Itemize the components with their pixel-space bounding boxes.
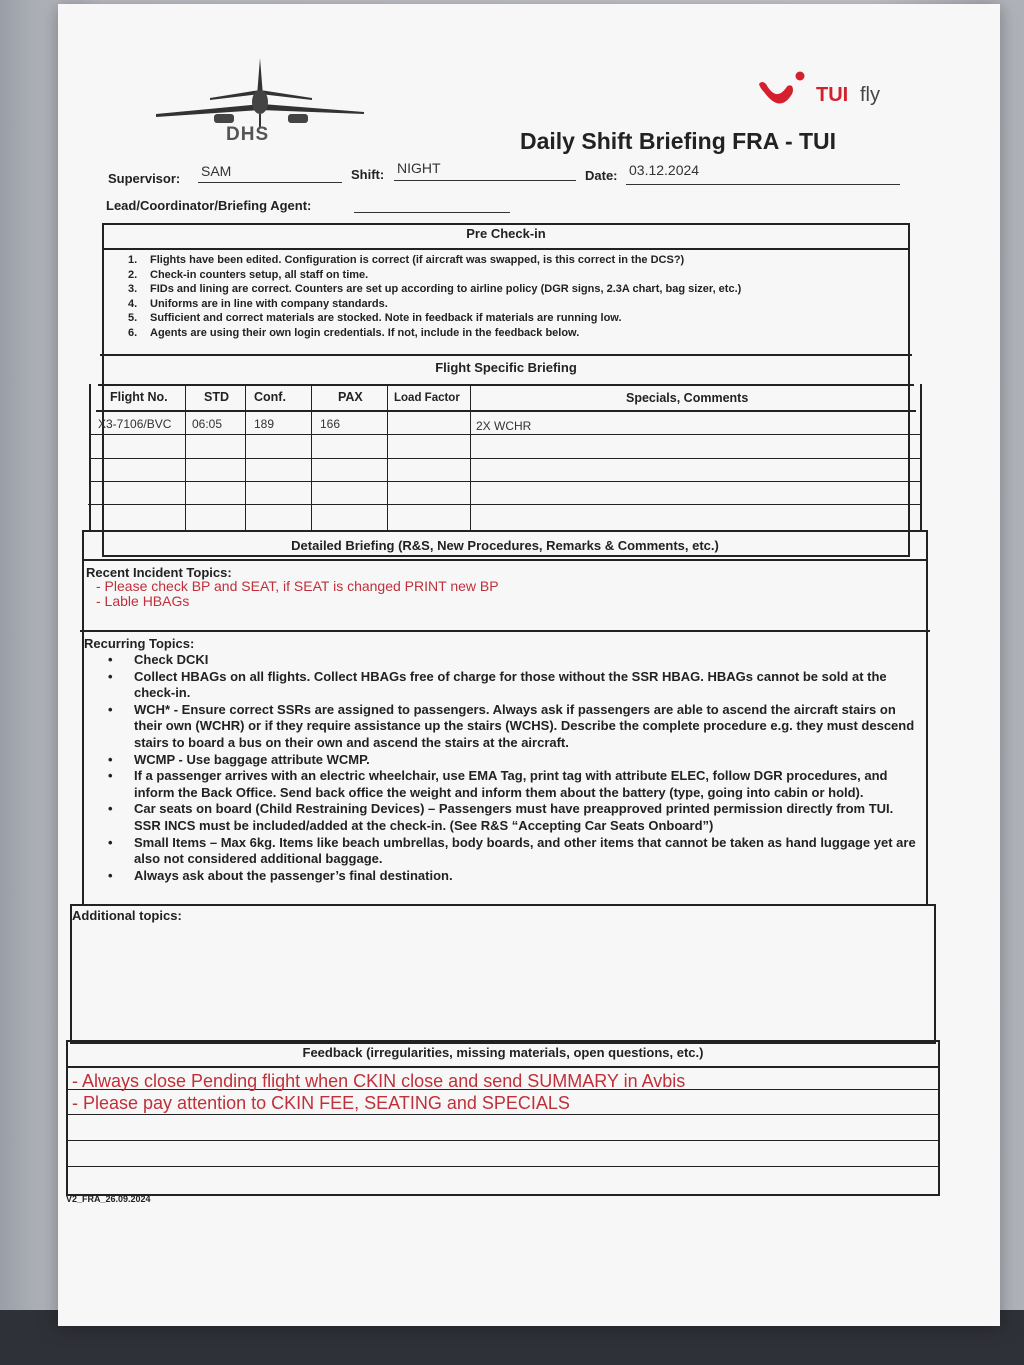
table-row-line	[90, 434, 920, 435]
flight-header-bottom	[96, 410, 916, 412]
list-item: • WCH* - Ensure correct SSRs are assigned to passengers. Always ask if passengers are able to ascend the aircraft stairs on their own (WCHR) or if they require assistance up the stairs (WCHS). Describe the complete procedure e.g. they must descend stairs to board a bus on their own and ascend the stairs at the aircraft.	[108, 701, 915, 750]
flight-section-divider	[100, 354, 912, 356]
recent-recurring-divider	[80, 630, 930, 632]
table-row-line	[89, 481, 921, 482]
list-item: • Check DCKI	[108, 652, 209, 667]
pre-checkin-item: 3. FIDs and lining are correct. Counters are set up according to airline policy (DGR signs, 2.3A chart, bag sizer, etc.)	[128, 283, 742, 296]
briefing-sheet	[58, 4, 1000, 1326]
recurring-topics-label: Recurring Topics:	[84, 636, 195, 651]
table-cell-std: 06:05	[192, 417, 223, 431]
dhs-logo	[150, 56, 370, 148]
table-cell-conf: 189	[254, 417, 275, 431]
recurring-topics-list	[108, 652, 918, 884]
list-item: • Collect HBAGs on all flights. Collect HBAGs free of charge for those without the SSR HBAG. HBAGs cannot be sold at the check-in.	[108, 668, 887, 701]
list-item: • Always ask about the passenger’s final destination.	[108, 867, 453, 883]
pre-checkin-item: 1. Flights have been edited. Configuration is correct (if aircraft was swapped, is this correct in the DCS?)	[128, 254, 685, 266]
feedback-row-line	[66, 1140, 940, 1141]
tui-brand-suffix: fly	[860, 84, 880, 106]
shift-value: NIGHT	[397, 160, 441, 176]
recent-incidents-label: Recent Incident Topics:	[86, 565, 232, 580]
recent-incident-item: - Please check BP and SEAT, if SEAT is changed PRINT new BP	[96, 578, 499, 594]
date-value: 03.12.2024	[629, 162, 700, 178]
additional-topics-frame	[70, 904, 936, 1044]
column-header-conf: Conf.	[254, 390, 286, 404]
additional-topics-label: Additional topics:	[72, 908, 182, 923]
recent-incident-item: - Lable HBAGs	[96, 593, 190, 609]
feedback-row-line	[66, 1166, 940, 1167]
form-version: V2_FRA_26.09.2024	[66, 1194, 151, 1204]
detailed-divider	[82, 559, 928, 561]
supervisor-label: Supervisor:	[108, 171, 181, 186]
table-cell-pax: 166	[320, 417, 341, 431]
lead-field[interactable]	[354, 200, 510, 213]
pre-checkin-item: 2. Check-in counters setup, all staff on time.	[128, 268, 369, 281]
date-label: Date:	[585, 168, 618, 183]
table-cell-specials: 2X WCHR	[476, 419, 532, 433]
table-cell-flight-no: X3-7106/BVC	[98, 417, 172, 431]
column-header-load-factor: Load Factor	[394, 392, 460, 404]
pre-checkin-item: 5. Sufficient and correct materials are stocked. Note in feedback if materials are running low.	[128, 312, 622, 325]
list-item: • WCMP - Use baggage attribute WCMP.	[108, 751, 370, 767]
page-title: Daily Shift Briefing FRA - TUI	[520, 128, 837, 154]
pre-checkin-item: 4. Uniforms are in line with company standards.	[128, 297, 388, 310]
table-row-line	[88, 504, 922, 505]
list-item: • Small Items – Max 6kg. Items like beach umbrellas, body boards, and other items that cannot be taken as hand luggage yet are also not considered additional baggage.	[108, 834, 916, 867]
supervisor-value: SAM	[201, 163, 232, 179]
list-item: • Car seats on board (Child Restraining Devices) – Passengers must have preapproved printed permission directly from TUI. SSR INCS must be included/added at the check-in. (See R&S “Accepting Car Seats Onboard”)	[108, 801, 894, 833]
dhs-logo-text: DHS	[226, 124, 270, 145]
lead-label: Lead/Coordinator/Briefing Agent:	[106, 198, 312, 213]
feedback-title: Feedback (irregularities, missing materials, open questions, etc.)	[302, 1045, 704, 1060]
tui-fly-logo	[756, 70, 946, 116]
feedback-divider	[66, 1066, 940, 1068]
flight-header-top	[98, 384, 914, 386]
shift-label: Shift:	[351, 167, 385, 182]
column-header-std: STD	[204, 390, 229, 404]
feedback-row-line	[66, 1114, 940, 1115]
pre-checkin-item: 6. Agents are using their own login credentials. If not, include in the feedback below.	[128, 326, 580, 339]
feedback-frame	[66, 1040, 940, 1196]
column-header-flight: Flight No.	[110, 390, 168, 404]
tui-brand-text: TUI	[816, 84, 849, 106]
flight-briefing-title: Flight Specific Briefing	[435, 360, 577, 375]
detailed-briefing-title: Detailed Briefing (R&S, New Procedures, Remarks & Comments, etc.)	[291, 538, 719, 553]
list-item: • If a passenger arrives with an electric wheelchair, use EMA Tag, print tag with attribute ELEC, follow DGR procedures, and inform the Back Office. Send back office the weight and inform them about the battery (type, going into cabin or hold).	[108, 768, 888, 800]
column-header-specials: Specials, Comments	[626, 391, 749, 405]
table-row-line	[90, 458, 920, 459]
pre-checkin-divider	[102, 248, 910, 250]
pre-checkin-title: Pre Check-in	[466, 226, 546, 241]
tui-smile-icon	[756, 70, 808, 110]
feedback-line: - Please pay attention to CKIN FEE, SEATING and SPECIALS	[72, 1093, 570, 1113]
feedback-line: - Always close Pending flight when CKIN close and send SUMMARY in Avbis	[72, 1071, 686, 1091]
table-right-edge	[920, 384, 922, 531]
pre-checkin-list	[128, 253, 741, 341]
column-header-pax: PAX	[338, 390, 363, 404]
